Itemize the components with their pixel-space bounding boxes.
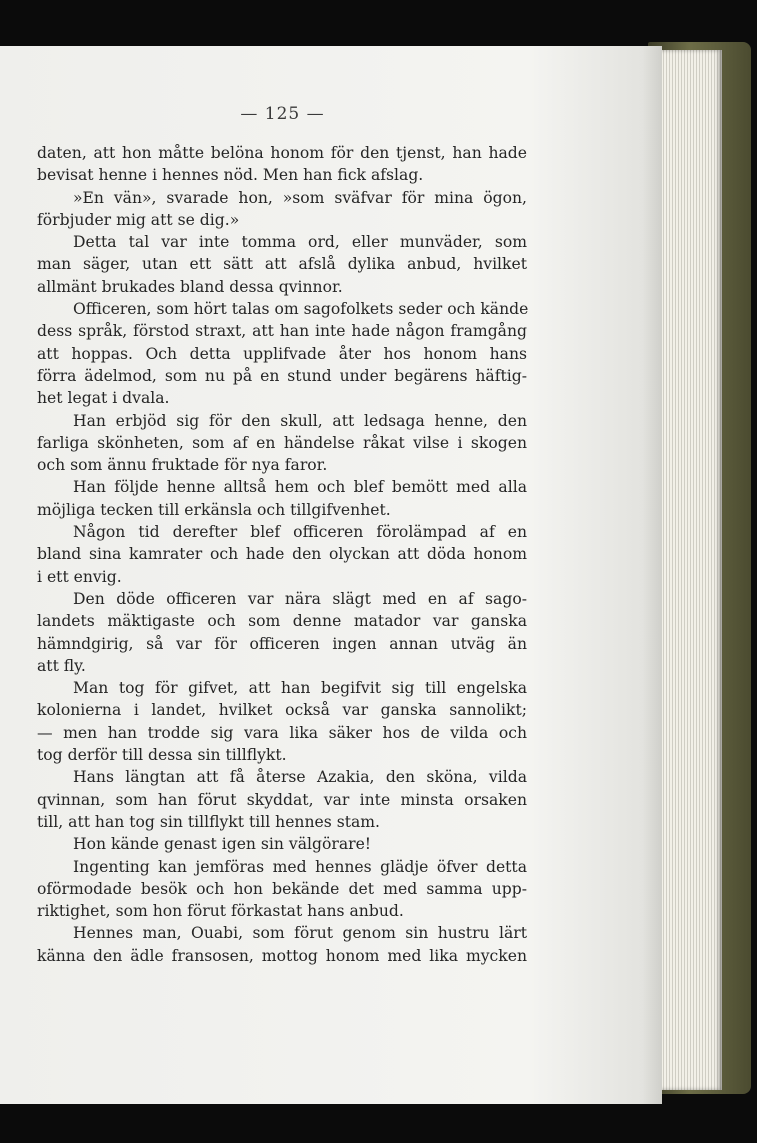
text-line: daten, att hon måtte belöna honom för den tjenst, han hade	[37, 144, 527, 162]
text-line: Ingenting kan jemföras med hennes glädje öfver detta	[73, 857, 527, 876]
text-line: förra ädelmod, som nu på en stund under begärens häftig-	[37, 366, 527, 385]
text-line: att fly.	[37, 656, 86, 675]
text-line: och som ännu fruktade för nya faror.	[37, 456, 328, 475]
text-line: Man tog för gifvet, att han begifvit sig till engelska	[73, 679, 527, 698]
text-line: dess språk, förstod straxt, att han inte hade någon framgång	[37, 322, 527, 341]
text-line: hämndgirig, så var för officeren ingen annan utväg än	[37, 634, 527, 653]
text-line: kolonierna i landet, hvilket också var ganska sannolikt;	[37, 701, 527, 720]
text-line: Hans längtan att få återse Azakia, den sköna, vilda	[73, 768, 527, 787]
text-line: möjliga tecken till erkänsla och tillgifvenhet.	[37, 500, 391, 519]
text-line: Någon tid derefter blef officeren förolämpad af en	[73, 523, 527, 542]
text-line: Detta tal var inte tomma ord, eller munväder, som	[73, 233, 527, 252]
text-line: farliga skönheten, som af en händelse råkat vilse i skogen	[37, 433, 527, 452]
text-line: Hennes man, Ouabi, som förut genom sin hustru lärt	[73, 924, 527, 943]
page-stack-edges	[652, 50, 722, 1090]
text-line: allmänt brukades bland dessa qvinnor.	[37, 277, 343, 296]
text-line: oförmodade besök och hon bekände det med samma upp-	[37, 879, 527, 898]
text-line: »En vän», svarade hon, »som sväfvar för mina ögon,	[73, 188, 527, 207]
text-line: bland sina kamrater och hade den olyckan att döda honom	[37, 545, 527, 564]
text-line: het legat i dvala.	[37, 389, 170, 408]
text-line: till, att han tog sin tillflykt till hennes stam.	[37, 812, 381, 831]
text-line: Han följde henne alltså hem och blef bemött med alla	[73, 478, 527, 497]
text-line: Den döde officeren var nära slägt med en af sago-	[73, 589, 527, 608]
text-line: i ett envig.	[37, 567, 122, 586]
text-line: förbjuder mig att se dig.»	[37, 210, 240, 229]
text-line: Han erbjöd sig för den skull, att ledsaga henne, den	[73, 411, 527, 430]
text-line: känna den ädle fransosen, mottog honom med lika mycken	[37, 946, 527, 965]
text-line: riktighet, som hon förut förkastat hans anbud.	[37, 902, 404, 921]
body-text	[37, 142, 527, 967]
text-line: bevisat henne i hennes nöd. Men han fick afslag.	[37, 166, 424, 185]
text-line: att hoppas. Och detta upplifvade åter hos honom hans	[37, 344, 527, 363]
text-line: Officeren, som hört talas om sagofolkets seder och kände	[73, 300, 529, 319]
text-line: — men han trodde sig vara lika säker hos de vilda och	[37, 723, 527, 742]
text-line: Hon kände genast igen sin välgörare!	[73, 835, 372, 854]
text-line: landets mäktigaste och som denne matador var ganska	[37, 612, 527, 631]
text-line: tog derför till dessa sin tillflykt.	[37, 746, 287, 765]
text-line: qvinnan, som han förut skyddat, var inte minsta orsaken	[37, 790, 527, 809]
page-number-header: — 125 —	[240, 104, 325, 124]
text-line: man säger, utan ett sätt att afslå dylika anbud, hvilket	[37, 255, 527, 274]
